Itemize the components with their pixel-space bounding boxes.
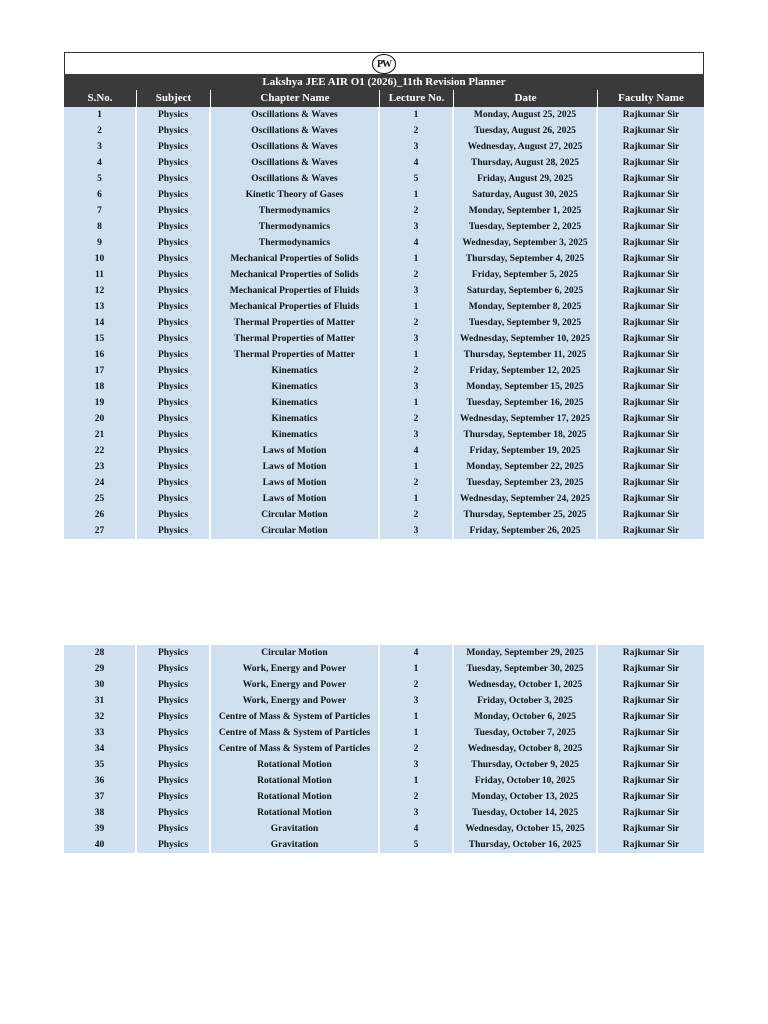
cell-faculty: Rajkumar Sir	[598, 379, 704, 395]
cell-subject: Physics	[137, 645, 211, 661]
cell-lecture: 4	[380, 235, 454, 251]
cell-lecture: 3	[380, 805, 454, 821]
cell-sno: 1	[64, 107, 137, 123]
cell-chapter: Work, Energy and Power	[211, 693, 380, 709]
cell-sno: 37	[64, 789, 137, 805]
cell-subject: Physics	[137, 139, 211, 155]
cell-chapter: Circular Motion	[211, 523, 380, 539]
table-row	[64, 443, 704, 459]
table-row	[64, 347, 704, 363]
cell-faculty: Rajkumar Sir	[598, 741, 704, 757]
cell-sno: 32	[64, 709, 137, 725]
cell-lecture: 5	[380, 171, 454, 187]
table-row	[64, 645, 704, 661]
cell-date: Monday, October 13, 2025	[454, 789, 598, 805]
cell-lecture: 2	[380, 677, 454, 693]
cell-subject: Physics	[137, 123, 211, 139]
cell-lecture: 3	[380, 427, 454, 443]
cell-subject: Physics	[137, 693, 211, 709]
table-row	[64, 139, 704, 155]
table-row	[64, 677, 704, 693]
cell-chapter: Oscillations & Waves	[211, 171, 380, 187]
cell-faculty: Rajkumar Sir	[598, 523, 704, 539]
cell-chapter: Centre of Mass & System of Particles	[211, 709, 380, 725]
cell-date: Tuesday, September 23, 2025	[454, 475, 598, 491]
table-row	[64, 187, 704, 203]
table-row	[64, 155, 704, 171]
cell-date: Wednesday, August 27, 2025	[454, 139, 598, 155]
cell-lecture: 4	[380, 443, 454, 459]
cell-date: Thursday, September 11, 2025	[454, 347, 598, 363]
table-row	[64, 725, 704, 741]
cell-faculty: Rajkumar Sir	[598, 693, 704, 709]
cell-chapter: Kinematics	[211, 363, 380, 379]
cell-chapter: Thermal Properties of Matter	[211, 347, 380, 363]
cell-chapter: Kinematics	[211, 379, 380, 395]
table-row	[64, 267, 704, 283]
cell-chapter: Laws of Motion	[211, 475, 380, 491]
cell-sno: 11	[64, 267, 137, 283]
cell-date: Friday, September 26, 2025	[454, 523, 598, 539]
table-row	[64, 395, 704, 411]
table-row	[64, 773, 704, 789]
cell-date: Tuesday, October 14, 2025	[454, 805, 598, 821]
cell-chapter: Kinematics	[211, 427, 380, 443]
cell-faculty: Rajkumar Sir	[598, 725, 704, 741]
cell-subject: Physics	[137, 773, 211, 789]
cell-subject: Physics	[137, 459, 211, 475]
cell-subject: Physics	[137, 837, 211, 853]
cell-sno: 34	[64, 741, 137, 757]
cell-sno: 17	[64, 363, 137, 379]
cell-date: Wednesday, October 8, 2025	[454, 741, 598, 757]
cell-chapter: Oscillations & Waves	[211, 107, 380, 123]
cell-chapter: Laws of Motion	[211, 459, 380, 475]
cell-date: Monday, September 29, 2025	[454, 645, 598, 661]
cell-subject: Physics	[137, 155, 211, 171]
planner-title: Lakshya JEE AIR O1 (2026)_11th Revision Planner	[64, 74, 704, 90]
cell-date: Wednesday, October 1, 2025	[454, 677, 598, 693]
cell-chapter: Thermodynamics	[211, 203, 380, 219]
cell-sno: 20	[64, 411, 137, 427]
cell-chapter: Mechanical Properties of Fluids	[211, 299, 380, 315]
column-header-subject: Subject	[137, 90, 211, 107]
table-row	[64, 411, 704, 427]
cell-chapter: Mechanical Properties of Solids	[211, 267, 380, 283]
cell-faculty: Rajkumar Sir	[598, 283, 704, 299]
cell-lecture: 1	[380, 459, 454, 475]
table-row	[64, 331, 704, 347]
cell-lecture: 1	[380, 395, 454, 411]
cell-date: Monday, September 8, 2025	[454, 299, 598, 315]
table-row	[64, 507, 704, 523]
cell-faculty: Rajkumar Sir	[598, 219, 704, 235]
cell-sno: 21	[64, 427, 137, 443]
cell-lecture: 2	[380, 203, 454, 219]
cell-sno: 28	[64, 645, 137, 661]
cell-faculty: Rajkumar Sir	[598, 363, 704, 379]
cell-faculty: Rajkumar Sir	[598, 789, 704, 805]
cell-chapter: Centre of Mass & System of Particles	[211, 725, 380, 741]
cell-chapter: Gravitation	[211, 821, 380, 837]
cell-date: Saturday, August 30, 2025	[454, 187, 598, 203]
cell-subject: Physics	[137, 523, 211, 539]
cell-subject: Physics	[137, 299, 211, 315]
table-row	[64, 821, 704, 837]
cell-lecture: 4	[380, 645, 454, 661]
cell-subject: Physics	[137, 427, 211, 443]
cell-date: Thursday, August 28, 2025	[454, 155, 598, 171]
cell-sno: 30	[64, 677, 137, 693]
cell-faculty: Rajkumar Sir	[598, 187, 704, 203]
cell-chapter: Gravitation	[211, 837, 380, 853]
cell-date: Friday, September 19, 2025	[454, 443, 598, 459]
cell-subject: Physics	[137, 821, 211, 837]
cell-chapter: Circular Motion	[211, 507, 380, 523]
cell-sno: 23	[64, 459, 137, 475]
column-header-chapter: Chapter Name	[211, 90, 380, 107]
table-row	[64, 693, 704, 709]
cell-chapter: Work, Energy and Power	[211, 677, 380, 693]
cell-lecture: 4	[380, 155, 454, 171]
cell-subject: Physics	[137, 475, 211, 491]
cell-sno: 25	[64, 491, 137, 507]
cell-sno: 16	[64, 347, 137, 363]
cell-faculty: Rajkumar Sir	[598, 661, 704, 677]
logo-row	[64, 52, 704, 74]
cell-chapter: Kinematics	[211, 395, 380, 411]
cell-sno: 12	[64, 283, 137, 299]
cell-date: Friday, September 12, 2025	[454, 363, 598, 379]
cell-date: Tuesday, August 26, 2025	[454, 123, 598, 139]
cell-sno: 4	[64, 155, 137, 171]
cell-sno: 19	[64, 395, 137, 411]
cell-date: Wednesday, September 3, 2025	[454, 235, 598, 251]
cell-date: Thursday, October 9, 2025	[454, 757, 598, 773]
cell-lecture: 3	[380, 331, 454, 347]
table-row	[64, 427, 704, 443]
cell-sno: 15	[64, 331, 137, 347]
cell-date: Wednesday, September 17, 2025	[454, 411, 598, 427]
cell-faculty: Rajkumar Sir	[598, 347, 704, 363]
cell-lecture: 1	[380, 725, 454, 741]
cell-date: Thursday, September 4, 2025	[454, 251, 598, 267]
cell-sno: 22	[64, 443, 137, 459]
table-row	[64, 709, 704, 725]
column-header-sno: S.No.	[64, 90, 137, 107]
cell-chapter: Rotational Motion	[211, 773, 380, 789]
cell-faculty: Rajkumar Sir	[598, 491, 704, 507]
cell-lecture: 2	[380, 363, 454, 379]
cell-lecture: 3	[380, 219, 454, 235]
cell-faculty: Rajkumar Sir	[598, 757, 704, 773]
table-row	[64, 315, 704, 331]
cell-faculty: Rajkumar Sir	[598, 139, 704, 155]
cell-lecture: 2	[380, 411, 454, 427]
cell-subject: Physics	[137, 235, 211, 251]
cell-chapter: Thermal Properties of Matter	[211, 331, 380, 347]
cell-chapter: Rotational Motion	[211, 757, 380, 773]
table-row	[64, 805, 704, 821]
cell-subject: Physics	[137, 267, 211, 283]
table-row	[64, 523, 704, 539]
cell-lecture: 3	[380, 693, 454, 709]
cell-faculty: Rajkumar Sir	[598, 507, 704, 523]
cell-chapter: Oscillations & Waves	[211, 123, 380, 139]
cell-lecture: 3	[380, 757, 454, 773]
cell-sno: 35	[64, 757, 137, 773]
cell-lecture: 4	[380, 821, 454, 837]
cell-date: Tuesday, September 30, 2025	[454, 661, 598, 677]
cell-date: Thursday, October 16, 2025	[454, 837, 598, 853]
column-header-faculty: Faculty Name	[618, 92, 684, 104]
cell-date: Friday, September 5, 2025	[454, 267, 598, 283]
cell-sno: 33	[64, 725, 137, 741]
cell-subject: Physics	[137, 805, 211, 821]
cell-date: Monday, September 22, 2025	[454, 459, 598, 475]
cell-subject: Physics	[137, 507, 211, 523]
cell-subject: Physics	[137, 251, 211, 267]
cell-faculty: Rajkumar Sir	[598, 443, 704, 459]
cell-sno: 10	[64, 251, 137, 267]
cell-sno: 13	[64, 299, 137, 315]
cell-subject: Physics	[137, 283, 211, 299]
cell-faculty: Rajkumar Sir	[598, 677, 704, 693]
cell-sno: 24	[64, 475, 137, 491]
cell-faculty: Rajkumar Sir	[598, 251, 704, 267]
cell-chapter: Oscillations & Waves	[211, 139, 380, 155]
cell-date: Thursday, September 25, 2025	[454, 507, 598, 523]
cell-subject: Physics	[137, 203, 211, 219]
cell-date: Wednesday, September 24, 2025	[454, 491, 598, 507]
cell-subject: Physics	[137, 411, 211, 427]
table-row	[64, 363, 704, 379]
cell-date: Saturday, September 6, 2025	[454, 283, 598, 299]
cell-chapter: Thermodynamics	[211, 219, 380, 235]
cell-sno: 39	[64, 821, 137, 837]
cell-faculty: Rajkumar Sir	[598, 411, 704, 427]
cell-subject: Physics	[137, 789, 211, 805]
table-row	[64, 299, 704, 315]
cell-date: Tuesday, September 16, 2025	[454, 395, 598, 411]
cell-chapter: Kinematics	[211, 411, 380, 427]
table-body-page1	[64, 107, 704, 539]
cell-faculty: Rajkumar Sir	[598, 299, 704, 315]
cell-faculty: Rajkumar Sir	[598, 235, 704, 251]
cell-faculty: Rajkumar Sir	[598, 267, 704, 283]
cell-sno: 38	[64, 805, 137, 821]
cell-lecture: 1	[380, 491, 454, 507]
cell-chapter: Thermal Properties of Matter	[211, 315, 380, 331]
cell-date: Wednesday, September 10, 2025	[454, 331, 598, 347]
cell-lecture: 2	[380, 789, 454, 805]
cell-faculty: Rajkumar Sir	[598, 331, 704, 347]
cell-sno: 27	[64, 523, 137, 539]
cell-faculty: Rajkumar Sir	[598, 459, 704, 475]
cell-sno: 2	[64, 123, 137, 139]
cell-subject: Physics	[137, 757, 211, 773]
cell-sno: 6	[64, 187, 137, 203]
cell-faculty: Rajkumar Sir	[598, 427, 704, 443]
cell-faculty: Rajkumar Sir	[598, 123, 704, 139]
cell-faculty: Rajkumar Sir	[598, 475, 704, 491]
cell-subject: Physics	[137, 709, 211, 725]
column-header-date: Date	[454, 90, 598, 107]
cell-lecture: 1	[380, 773, 454, 789]
cell-faculty: Rajkumar Sir	[598, 203, 704, 219]
table-row	[64, 219, 704, 235]
cell-lecture: 2	[380, 741, 454, 757]
cell-date: Thursday, September 18, 2025	[454, 427, 598, 443]
cell-chapter: Thermodynamics	[211, 235, 380, 251]
cell-lecture: 2	[380, 507, 454, 523]
table-body-page2	[64, 645, 704, 853]
cell-subject: Physics	[137, 363, 211, 379]
cell-faculty: Rajkumar Sir	[598, 395, 704, 411]
cell-lecture: 1	[380, 107, 454, 123]
cell-lecture: 3	[380, 523, 454, 539]
table-row	[64, 107, 704, 123]
cell-date: Friday, October 10, 2025	[454, 773, 598, 789]
cell-sno: 8	[64, 219, 137, 235]
table-row	[64, 251, 704, 267]
cell-faculty: Rajkumar Sir	[598, 773, 704, 789]
cell-date: Monday, September 1, 2025	[454, 203, 598, 219]
table-row	[64, 741, 704, 757]
table-row	[64, 491, 704, 507]
cell-subject: Physics	[137, 347, 211, 363]
cell-faculty: Rajkumar Sir	[598, 171, 704, 187]
table-row	[64, 203, 704, 219]
cell-subject: Physics	[137, 107, 211, 123]
cell-chapter: Work, Energy and Power	[211, 661, 380, 677]
cell-lecture: 5	[380, 837, 454, 853]
pw-logo-icon: PW	[372, 54, 396, 74]
cell-subject: Physics	[137, 331, 211, 347]
cell-lecture: 2	[380, 267, 454, 283]
cell-chapter: Rotational Motion	[211, 789, 380, 805]
cell-lecture: 1	[380, 709, 454, 725]
cell-sno: 40	[64, 837, 137, 853]
cell-chapter: Rotational Motion	[211, 805, 380, 821]
cell-subject: Physics	[137, 741, 211, 757]
table-row	[64, 123, 704, 139]
table-row	[64, 283, 704, 299]
cell-subject: Physics	[137, 661, 211, 677]
cell-sno: 29	[64, 661, 137, 677]
table-row	[64, 757, 704, 773]
cell-sno: 18	[64, 379, 137, 395]
cell-lecture: 3	[380, 283, 454, 299]
cell-chapter: Centre of Mass & System of Particles	[211, 741, 380, 757]
cell-sno: 26	[64, 507, 137, 523]
cell-faculty: Rajkumar Sir	[598, 821, 704, 837]
cell-sno: 7	[64, 203, 137, 219]
cell-chapter: Kinetic Theory of Gases	[211, 187, 380, 203]
table-row	[64, 475, 704, 491]
cell-subject: Physics	[137, 677, 211, 693]
cell-lecture: 1	[380, 347, 454, 363]
cell-date: Friday, October 3, 2025	[454, 693, 598, 709]
cell-lecture: 2	[380, 123, 454, 139]
cell-date: Friday, August 29, 2025	[454, 171, 598, 187]
cell-lecture: 3	[380, 379, 454, 395]
cell-faculty: Rajkumar Sir	[598, 155, 704, 171]
cell-chapter: Mechanical Properties of Fluids	[211, 283, 380, 299]
cell-subject: Physics	[137, 171, 211, 187]
cell-lecture: 2	[380, 475, 454, 491]
cell-sno: 36	[64, 773, 137, 789]
cell-date: Monday, October 6, 2025	[454, 709, 598, 725]
cell-faculty: Rajkumar Sir	[598, 709, 704, 725]
cell-lecture: 1	[380, 299, 454, 315]
cell-lecture: 1	[380, 187, 454, 203]
cell-date: Tuesday, October 7, 2025	[454, 725, 598, 741]
column-header-lecture: Lecture No.	[380, 90, 454, 107]
cell-sno: 3	[64, 139, 137, 155]
cell-chapter: Oscillations & Waves	[211, 155, 380, 171]
cell-sno: 14	[64, 315, 137, 331]
cell-faculty: Rajkumar Sir	[598, 315, 704, 331]
cell-sno: 31	[64, 693, 137, 709]
table-row	[64, 661, 704, 677]
cell-chapter: Laws of Motion	[211, 491, 380, 507]
cell-subject: Physics	[137, 315, 211, 331]
cell-lecture: 1	[380, 661, 454, 677]
cell-lecture: 1	[380, 251, 454, 267]
cell-subject: Physics	[137, 379, 211, 395]
table-header	[64, 90, 704, 107]
cell-date: Monday, August 25, 2025	[454, 107, 598, 123]
table-row	[64, 459, 704, 475]
cell-chapter: Circular Motion	[211, 645, 380, 661]
cell-subject: Physics	[137, 725, 211, 741]
cell-chapter: Laws of Motion	[211, 443, 380, 459]
cell-sno: 9	[64, 235, 137, 251]
cell-date: Wednesday, October 15, 2025	[454, 821, 598, 837]
cell-faculty: Rajkumar Sir	[598, 107, 704, 123]
table-row	[64, 171, 704, 187]
cell-faculty: Rajkumar Sir	[598, 645, 704, 661]
table-row	[64, 235, 704, 251]
cell-faculty: Rajkumar Sir	[598, 837, 704, 853]
cell-subject: Physics	[137, 491, 211, 507]
cell-sno: 5	[64, 171, 137, 187]
cell-lecture: 3	[380, 139, 454, 155]
cell-date: Tuesday, September 9, 2025	[454, 315, 598, 331]
cell-subject: Physics	[137, 219, 211, 235]
table-row	[64, 837, 704, 853]
cell-date: Monday, September 15, 2025	[454, 379, 598, 395]
table-row	[64, 789, 704, 805]
table-row	[64, 379, 704, 395]
cell-faculty: Rajkumar Sir	[598, 805, 704, 821]
cell-subject: Physics	[137, 187, 211, 203]
cell-date: Tuesday, September 2, 2025	[454, 219, 598, 235]
cell-subject: Physics	[137, 443, 211, 459]
cell-lecture: 2	[380, 315, 454, 331]
cell-subject: Physics	[137, 395, 211, 411]
cell-chapter: Mechanical Properties of Solids	[211, 251, 380, 267]
